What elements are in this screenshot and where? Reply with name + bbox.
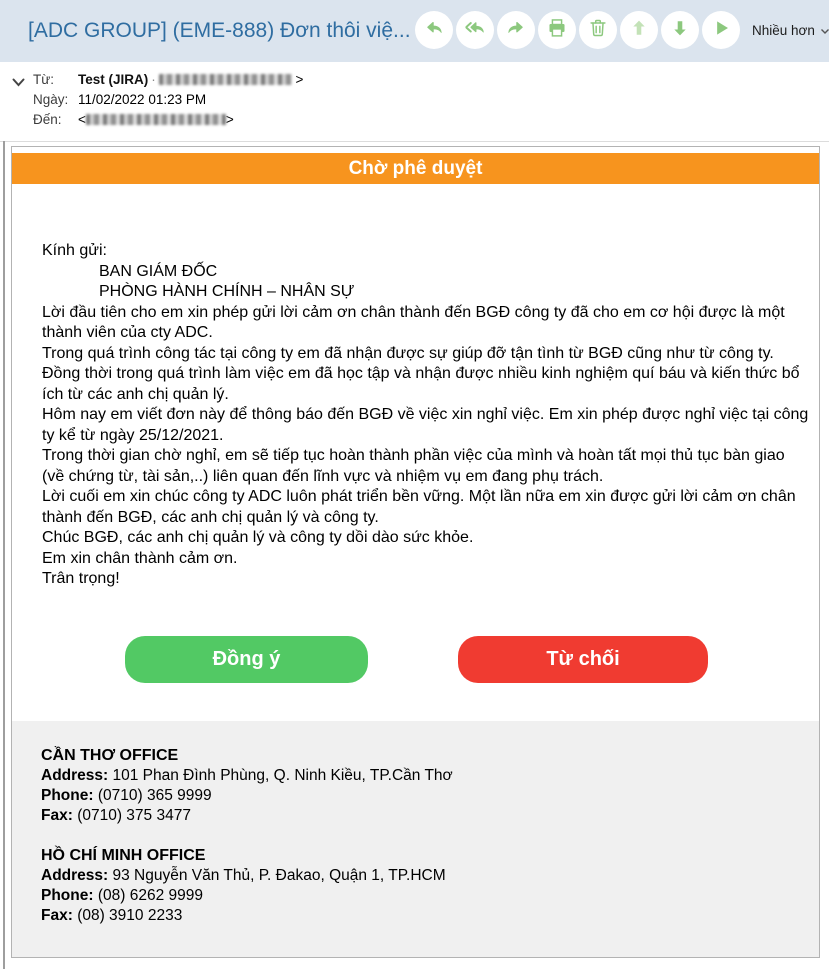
trash-icon xyxy=(587,17,609,44)
reply-button[interactable] xyxy=(415,11,453,49)
signature-footer xyxy=(12,721,819,957)
email-subject: [ADC GROUP] (EME-888) Đơn thôi việ... xyxy=(28,19,411,42)
office-name: CẦN THƠ OFFICE xyxy=(41,747,179,764)
status-banner: Chờ phê duyệt xyxy=(12,153,819,184)
salutation: Kính gửi: xyxy=(42,242,107,259)
letter-paragraph: Lời đầu tiên cho em xin phép gửi lời cảm ơn chân thành đến BGĐ công ty đã cho em cơ hội được là một thành viên của cty ADC. xyxy=(42,303,785,341)
collapse-header-chevron-icon[interactable] xyxy=(12,75,25,90)
reply-all-icon xyxy=(464,17,486,44)
letter-paragraph: Đồng thời trong quá trình làm việc em đã học tập và nhận được nhiều kinh nghiệm quí báu và kiến thức bổ ích từ các anh chị quản lý. xyxy=(42,365,800,403)
forward-button[interactable] xyxy=(497,11,535,49)
separator: · xyxy=(151,72,156,87)
from-row xyxy=(33,70,303,90)
reject-button[interactable]: Từ chối xyxy=(458,636,708,683)
fax-label: Fax: xyxy=(41,807,73,824)
address-value: 101 Phan Đình Phùng, Q. Ninh Kiều, TP.Cần Thơ xyxy=(112,767,453,784)
recipient-line: BAN GIÁM ĐỐC xyxy=(99,262,218,280)
to-prefix: < xyxy=(78,112,86,127)
print-button[interactable] xyxy=(538,11,576,49)
letter-paragraph: Em xin chân thành cảm ơn. xyxy=(42,549,238,567)
redacted-sender-email xyxy=(159,74,292,85)
pane-border xyxy=(3,141,5,969)
to-label: Đến: xyxy=(33,112,62,127)
phone-value: (0710) 365 9999 xyxy=(97,787,212,804)
address-label: Address: xyxy=(41,867,109,884)
arrow-up-icon xyxy=(628,17,650,44)
address-label: Address: xyxy=(41,767,109,784)
reply-icon xyxy=(423,17,445,44)
date-row xyxy=(33,90,303,110)
letter-paragraph: Trong thời gian chờ nghỉ, em sẽ tiếp tục hoàn thành phần việc của mình và hoàn tất mọi thủ tục bàn giao (về chứng từ, tài sản,..) liên quan đến lĩnh vực và nhiệm vụ em đang phụ trách. xyxy=(42,447,785,485)
more-menu-button[interactable] xyxy=(752,23,829,38)
fax-value: (08) 3910 2233 xyxy=(77,907,183,924)
delete-button[interactable] xyxy=(579,11,617,49)
arrow-down-icon xyxy=(669,17,691,44)
phone-label: Phone: xyxy=(41,887,94,904)
phone-value: (08) 6262 9999 xyxy=(97,887,203,904)
approve-button[interactable]: Đồng ý xyxy=(125,636,368,683)
letter-paragraph: Lời cuối em xin chúc công ty ADC luôn phát triển bền vững. Một lần nữa em xin được gửi lời cảm ơn chân thành đến BGĐ, các anh chị quản lý và công ty. xyxy=(42,488,796,526)
office-block xyxy=(41,846,446,926)
from-label: Từ: xyxy=(33,72,55,87)
redacted-recipient-email xyxy=(86,114,226,125)
sender-name: Test (JIRA) xyxy=(78,72,149,87)
letter-paragraph: Trân trọng! xyxy=(42,570,120,587)
message-header xyxy=(0,62,829,141)
office-phone-line xyxy=(41,786,453,806)
office-name: HỒ CHÍ MINH OFFICE xyxy=(41,847,206,864)
to-row xyxy=(33,110,303,130)
more-label: Nhiều hơn xyxy=(752,22,815,38)
fax-label: Fax: xyxy=(41,907,73,924)
play-button[interactable] xyxy=(702,11,740,49)
move-up-button[interactable] xyxy=(620,11,658,49)
from-suffix: > xyxy=(295,72,304,87)
header-divider xyxy=(0,141,829,142)
forward-icon xyxy=(505,17,527,44)
move-down-button[interactable] xyxy=(661,11,699,49)
office-block xyxy=(41,746,453,826)
date-label: Ngày: xyxy=(33,92,69,107)
print-icon xyxy=(546,17,568,44)
date-value: 11/02/2022 01:23 PM xyxy=(78,92,207,107)
phone-label: Phone: xyxy=(41,787,94,804)
email-body-frame xyxy=(11,146,820,958)
office-fax-line xyxy=(41,906,446,926)
office-address-line xyxy=(41,866,446,886)
toolbar-header xyxy=(0,0,829,62)
letter-paragraph: Hôm nay em viết đơn này để thông báo đến BGĐ về việc xin nghỉ việc. Em xin phép được nghỉ việc tại công ty kể từ ngày 25/12/2021. xyxy=(42,406,809,444)
play-icon xyxy=(710,17,732,44)
to-suffix: > xyxy=(225,112,234,127)
address-value: 93 Nguyễn Văn Thủ, P. Đakao, Quận 1, TP.HCM xyxy=(112,867,446,884)
reply-all-button[interactable] xyxy=(456,11,494,49)
office-address-line xyxy=(41,766,453,786)
letter-paragraph: Trong quá trình công tác tại công ty em đã nhận được sự giúp đỡ tận tình từ BGĐ cũng như từ công ty. xyxy=(42,344,774,362)
fax-value: (0710) 375 3477 xyxy=(77,807,191,824)
toolbar-actions xyxy=(415,11,829,49)
recipient-line: PHÒNG HÀNH CHÍNH – NHÂN SỰ xyxy=(99,283,355,300)
office-fax-line xyxy=(41,806,453,826)
office-phone-line xyxy=(41,886,446,906)
letter-paragraph: Chúc BGĐ, các anh chị quản lý và công ty dồi dào sức khỏe. xyxy=(42,529,474,546)
letter-content xyxy=(42,241,811,590)
chevron-down-icon xyxy=(820,23,829,38)
